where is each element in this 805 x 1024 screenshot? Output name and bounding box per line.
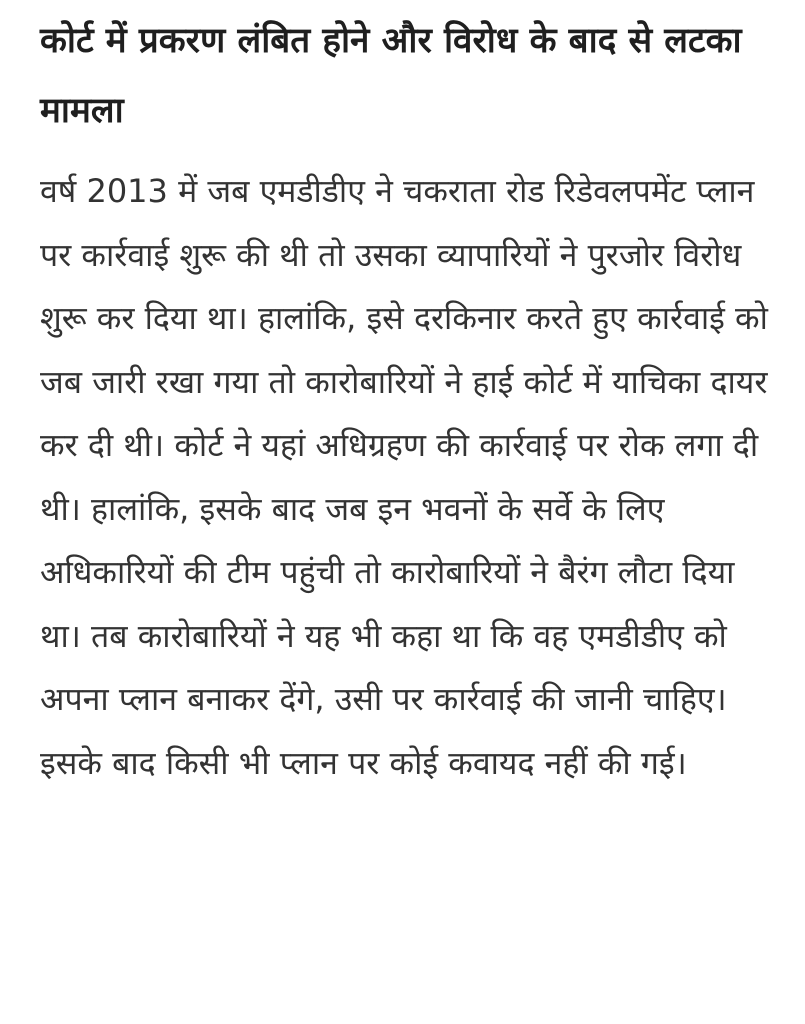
article-paragraph: वर्ष 2013 में जब एमडीडीए ने चकराता रोड रिडेवलपमेंट प्लान पर कार्रवाई शुरू की थी तो उसका व्यापारियों ने पुरजोर विरोध शुरू कर दिया था। हालांकि, इसे दरकिनार करते हुए कार्रवाई को जब जारी रखा गया तो कारोबारियों ने हाई कोर्ट में याचिका दायर कर दी थी। कोर्ट ने यहां अधिग्रहण की कार्रवाई पर रोक लगा दी थी। हालांकि, इसके बाद जब इन भवनों के सर्वे के लिए अधिकारियों की टीम पहुंची तो कारोबारियों ने बैरंग लौटा दिया था। तब कारोबारियों ने यह भी कहा था कि वह एमडीडीए को अपना प्लान बनाकर देंगे, उसी पर कार्रवाई की जानी चाहिए। इसके बाद किसी भी प्लान पर कोई कवायद नहीं की गई। [40, 172, 768, 782]
article [40, 0, 770, 795]
article-headline: कोर्ट में प्रकरण लंबित होने और विरोध के बाद से लटका मामला [40, 21, 742, 131]
